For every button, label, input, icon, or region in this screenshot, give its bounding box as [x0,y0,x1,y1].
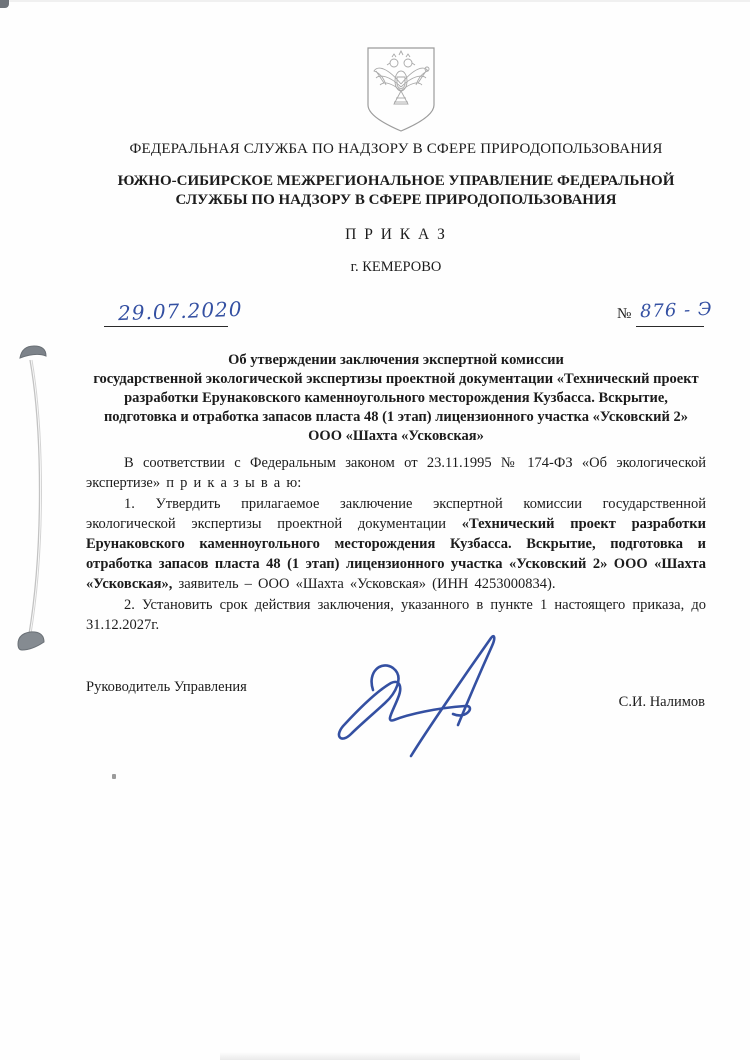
item-1-paragraph [86,494,706,594]
item1-bold-text: «Технический проект разработки Ерунаковского каменноугольного месторождения Кузбасса. Вскрытие, подготовка и отработка запасов пласта 48 (1 этап) лицензионного участка «Усковский 2» ООО «Шахта «Усковская», [86,516,706,592]
department-name [86,172,706,210]
handwritten-signature [315,628,515,758]
binder-fastener [10,338,58,662]
handwritten-date: 29.07.2020 [117,296,243,326]
order-title-line: подготовка и отработка запасов пласта 48 (1 этап) лицензионного участка «Усковский 2» [103,409,689,425]
number-sign: № [617,306,632,322]
item1-start-text: 1. Утвердить прилагаемое заключение экспертной комиссии государственной экологической экспертизы проектной документации [86,496,706,532]
scan-top-edge [0,0,750,2]
order-title-line: разработки Ерунаковского каменноугольного месторождения Кузбасса. Вскрытие, [124,390,668,406]
intro-paragraph [86,453,706,493]
signer-position: Руководитель Управления [86,679,247,695]
item1-end-text: заявитель – ООО «Шахта «Усковская» (ИНН 4253000834). [172,576,556,592]
item2-text: 2. Установить срок действия заключения, указанного в пункте 1 настоящего приказа, до 31.12.2027г. [86,597,706,633]
scan-speck [112,774,116,779]
order-title-line: государственной экологической экспертизы проектной документации «Технический проект [93,371,699,387]
date-underline [104,326,228,327]
coat-of-arms-icon [365,46,437,134]
document-type: П Р И К А З [345,226,447,243]
scan-corner-speck [0,0,9,8]
order-body [86,453,706,636]
order-title-line: ООО «Шахта «Усковская» [308,428,484,444]
handwritten-number: 876 - Э [639,298,714,323]
agency-name: ФЕДЕРАЛЬНАЯ СЛУЖБА ПО НАДЗОРУ В СФЕРЕ ПРИРОДОПОЛЬЗОВАНИЯ [129,141,663,157]
department-name-line1: ЮЖНО-СИБИРСКОЕ МЕЖРЕГИОНАЛЬНОЕ УПРАВЛЕНИЕ ФЕДЕРАЛЬНОЙ [117,173,675,189]
order-title-line: Об утверждении заключения экспертной комиссии [228,352,564,368]
order-title [84,351,708,446]
city-line: г. КЕМЕРОВО [350,259,442,275]
number-underline [636,326,704,327]
intro-text: В соответствии с Федеральным законом от 23.11.1995 № 174-ФЗ «Об экологической экспертизе» п р и к а з ы в а ю: [86,455,706,491]
scan-bottom-shadow [220,1052,580,1060]
signer-name: С.И. Налимов [618,694,705,710]
department-name-line2: СЛУЖБЫ ПО НАДЗОРУ В СФЕРЕ ПРИРОДОПОЛЬЗОВАНИЯ [175,192,617,208]
